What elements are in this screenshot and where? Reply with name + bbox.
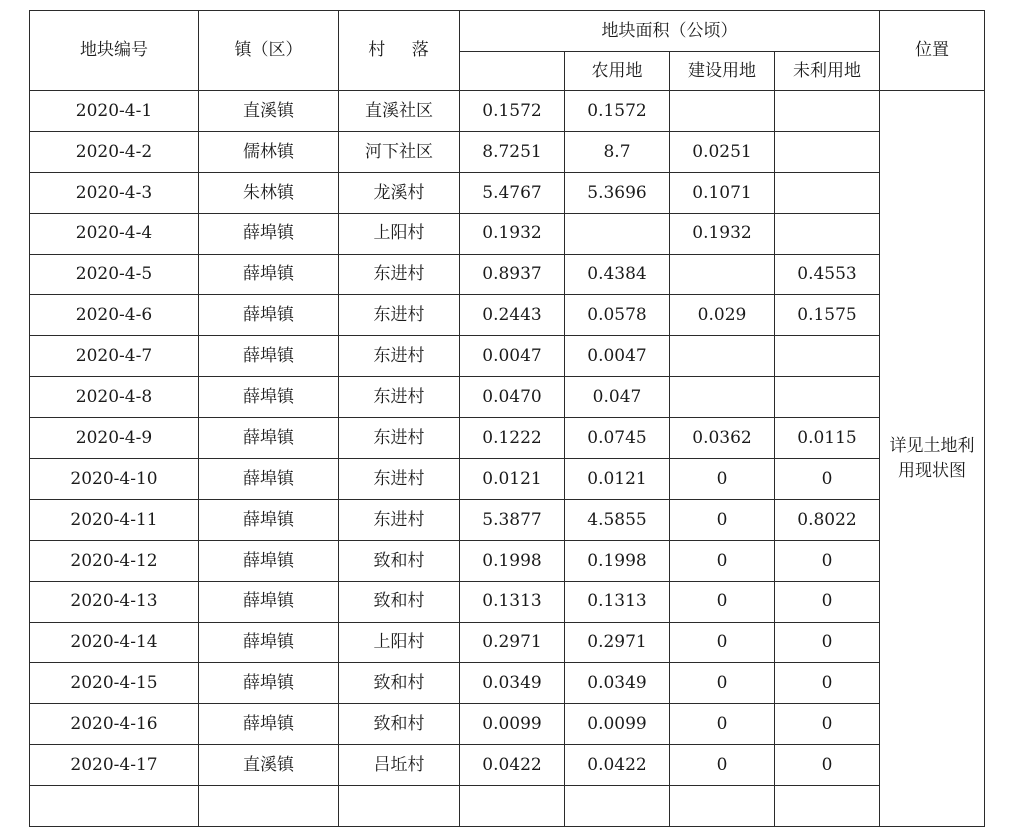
table-row xyxy=(30,786,985,827)
cell-unused xyxy=(775,336,880,377)
cell-agricultural xyxy=(565,786,670,827)
cell-area-total: 0.8937 xyxy=(460,254,565,295)
cell-area-total: 8.7251 xyxy=(460,131,565,172)
cell-area-total: 5.4767 xyxy=(460,172,565,213)
table-body xyxy=(30,11,985,827)
header-unused: 未利用地 xyxy=(775,52,880,91)
table-row xyxy=(30,213,985,254)
cell-agricultural: 0.2971 xyxy=(565,622,670,663)
cell-plot-id: 2020-4-14 xyxy=(30,622,199,663)
cell-area-total: 0.0099 xyxy=(460,704,565,745)
cell-plot-id: 2020-4-8 xyxy=(30,377,199,418)
cell-construction: 0 xyxy=(670,622,775,663)
cell-village: 上阳村 xyxy=(339,622,460,663)
cell-unused: 0 xyxy=(775,704,880,745)
table-row xyxy=(30,336,985,377)
cell-plot-id: 2020-4-6 xyxy=(30,295,199,336)
cell-village: 东进村 xyxy=(339,418,460,459)
cell-village: 东进村 xyxy=(339,295,460,336)
cell-unused: 0 xyxy=(775,540,880,581)
cell-area-total: 0.0470 xyxy=(460,377,565,418)
cell-plot-id: 2020-4-3 xyxy=(30,172,199,213)
cell-plot-id: 2020-4-4 xyxy=(30,213,199,254)
cell-area-total: 0.0047 xyxy=(460,336,565,377)
cell-unused: 0.4553 xyxy=(775,254,880,295)
table-row xyxy=(30,622,985,663)
table-row xyxy=(30,254,985,295)
table-row xyxy=(30,663,985,704)
cell-village: 东进村 xyxy=(339,254,460,295)
cell-plot-id: 2020-4-5 xyxy=(30,254,199,295)
cell-plot-id: 2020-4-16 xyxy=(30,704,199,745)
header-area-total xyxy=(460,52,565,91)
header-village: 村 落 xyxy=(339,11,460,91)
cell-area-total: 0.1932 xyxy=(460,213,565,254)
cell-plot-id: 2020-4-11 xyxy=(30,499,199,540)
cell-construction xyxy=(670,377,775,418)
cell-construction: 0.1071 xyxy=(670,172,775,213)
table-row xyxy=(30,295,985,336)
cell-village: 东进村 xyxy=(339,499,460,540)
cell-unused xyxy=(775,131,880,172)
cell-plot-id: 2020-4-2 xyxy=(30,131,199,172)
header-plot-id: 地块编号 xyxy=(30,11,199,91)
cell-agricultural: 5.3696 xyxy=(565,172,670,213)
table-row xyxy=(30,704,985,745)
table-row xyxy=(30,581,985,622)
cell-construction: 0 xyxy=(670,745,775,786)
cell-construction xyxy=(670,336,775,377)
cell-unused: 0.8022 xyxy=(775,499,880,540)
cell-plot-id: 2020-4-12 xyxy=(30,540,199,581)
cell-plot-id xyxy=(30,786,199,827)
cell-plot-id: 2020-4-9 xyxy=(30,418,199,459)
cell-construction: 0 xyxy=(670,540,775,581)
table-row xyxy=(30,377,985,418)
cell-town: 薛埠镇 xyxy=(199,581,339,622)
cell-plot-id: 2020-4-17 xyxy=(30,745,199,786)
cell-town: 薛埠镇 xyxy=(199,459,339,500)
header-area-group: 地块面积（公顷） xyxy=(460,11,880,52)
table-row xyxy=(30,459,985,500)
cell-unused: 0.1575 xyxy=(775,295,880,336)
cell-unused xyxy=(775,172,880,213)
cell-unused: 0 xyxy=(775,581,880,622)
cell-area-total: 0.1313 xyxy=(460,581,565,622)
cell-town: 薛埠镇 xyxy=(199,663,339,704)
cell-town: 薛埠镇 xyxy=(199,254,339,295)
header-row-top xyxy=(30,11,985,52)
cell-unused xyxy=(775,213,880,254)
cell-construction: 0 xyxy=(670,459,775,500)
cell-town: 薛埠镇 xyxy=(199,295,339,336)
cell-construction: 0.1932 xyxy=(670,213,775,254)
cell-area-total: 0.1572 xyxy=(460,91,565,132)
header-town: 镇（区） xyxy=(199,11,339,91)
cell-area-total: 0.1998 xyxy=(460,540,565,581)
cell-unused: 0.0115 xyxy=(775,418,880,459)
cell-construction xyxy=(670,786,775,827)
cell-agricultural: 0.0578 xyxy=(565,295,670,336)
cell-area-total: 0.2443 xyxy=(460,295,565,336)
cell-agricultural: 0.1313 xyxy=(565,581,670,622)
cell-village xyxy=(339,786,460,827)
cell-area-total: 0.0422 xyxy=(460,745,565,786)
cell-area-total: 0.1222 xyxy=(460,418,565,459)
table-row xyxy=(30,131,985,172)
cell-agricultural: 0.0349 xyxy=(565,663,670,704)
cell-construction: 0 xyxy=(670,581,775,622)
cell-construction: 0.029 xyxy=(670,295,775,336)
cell-agricultural: 0.0047 xyxy=(565,336,670,377)
cell-area-total: 0.0121 xyxy=(460,459,565,500)
cell-town: 薛埠镇 xyxy=(199,213,339,254)
cell-agricultural: 0.0121 xyxy=(565,459,670,500)
cell-agricultural: 0.0422 xyxy=(565,745,670,786)
cell-unused: 0 xyxy=(775,663,880,704)
cell-agricultural xyxy=(565,213,670,254)
cell-agricultural: 0.1998 xyxy=(565,540,670,581)
cell-town: 薛埠镇 xyxy=(199,418,339,459)
cell-construction: 0.0251 xyxy=(670,131,775,172)
cell-unused: 0 xyxy=(775,745,880,786)
cell-construction: 0 xyxy=(670,704,775,745)
cell-village: 吕坵村 xyxy=(339,745,460,786)
cell-agricultural: 0.4384 xyxy=(565,254,670,295)
cell-plot-id: 2020-4-10 xyxy=(30,459,199,500)
cell-agricultural: 4.5855 xyxy=(565,499,670,540)
cell-village: 东进村 xyxy=(339,459,460,500)
cell-area-total xyxy=(460,786,565,827)
cell-agricultural: 0.0099 xyxy=(565,704,670,745)
table-row xyxy=(30,91,985,132)
cell-area-total: 5.3877 xyxy=(460,499,565,540)
cell-area-total: 0.0349 xyxy=(460,663,565,704)
cell-village: 直溪社区 xyxy=(339,91,460,132)
header-location: 位置 xyxy=(880,11,985,91)
cell-village: 上阳村 xyxy=(339,213,460,254)
table-row xyxy=(30,745,985,786)
cell-plot-id: 2020-4-13 xyxy=(30,581,199,622)
cell-town: 薛埠镇 xyxy=(199,499,339,540)
table-row xyxy=(30,172,985,213)
cell-agricultural: 0.1572 xyxy=(565,91,670,132)
cell-town: 朱林镇 xyxy=(199,172,339,213)
table-row xyxy=(30,540,985,581)
cell-construction xyxy=(670,254,775,295)
cell-town: 儒林镇 xyxy=(199,131,339,172)
cell-village: 河下社区 xyxy=(339,131,460,172)
cell-unused: 0 xyxy=(775,459,880,500)
cell-town: 薛埠镇 xyxy=(199,622,339,663)
cell-area-total: 0.2971 xyxy=(460,622,565,663)
cell-construction xyxy=(670,91,775,132)
cell-construction: 0.0362 xyxy=(670,418,775,459)
cell-town: 薛埠镇 xyxy=(199,704,339,745)
cell-unused xyxy=(775,91,880,132)
cell-agricultural: 0.047 xyxy=(565,377,670,418)
location-note: 详见土地利用现状图 xyxy=(880,91,985,827)
cell-town: 薛埠镇 xyxy=(199,377,339,418)
cell-village: 东进村 xyxy=(339,336,460,377)
header-construction: 建设用地 xyxy=(670,52,775,91)
cell-construction: 0 xyxy=(670,663,775,704)
cell-village: 致和村 xyxy=(339,581,460,622)
table-row xyxy=(30,499,985,540)
cell-village: 致和村 xyxy=(339,663,460,704)
cell-village: 致和村 xyxy=(339,704,460,745)
cell-unused xyxy=(775,786,880,827)
cell-plot-id: 2020-4-15 xyxy=(30,663,199,704)
cell-town: 直溪镇 xyxy=(199,745,339,786)
cell-village: 东进村 xyxy=(339,377,460,418)
cell-village: 致和村 xyxy=(339,540,460,581)
cell-unused: 0 xyxy=(775,622,880,663)
cell-agricultural: 0.0745 xyxy=(565,418,670,459)
cell-town xyxy=(199,786,339,827)
cell-agricultural: 8.7 xyxy=(565,131,670,172)
table-row xyxy=(30,418,985,459)
land-plot-table xyxy=(29,10,985,827)
cell-town: 薛埠镇 xyxy=(199,336,339,377)
cell-village: 龙溪村 xyxy=(339,172,460,213)
cell-town: 直溪镇 xyxy=(199,91,339,132)
cell-town: 薛埠镇 xyxy=(199,540,339,581)
cell-unused xyxy=(775,377,880,418)
header-agricultural: 农用地 xyxy=(565,52,670,91)
cell-plot-id: 2020-4-1 xyxy=(30,91,199,132)
cell-plot-id: 2020-4-7 xyxy=(30,336,199,377)
cell-construction: 0 xyxy=(670,499,775,540)
